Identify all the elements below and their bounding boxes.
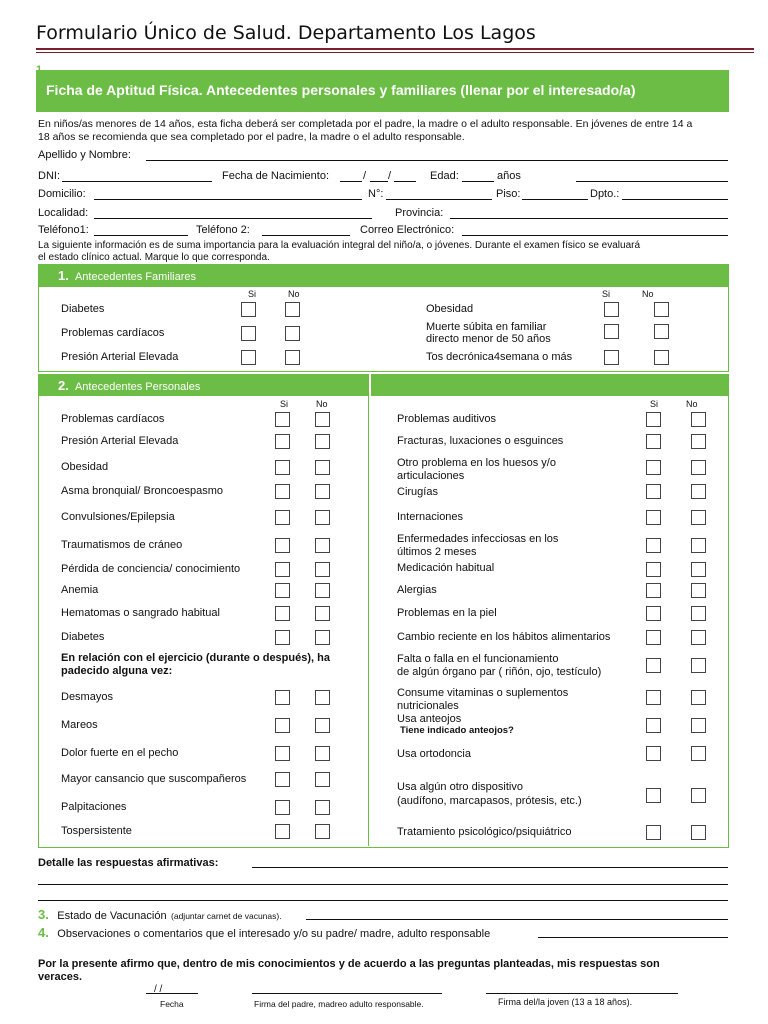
familiares-item-label: Diabetes <box>61 303 105 315</box>
numero-label: N°: <box>368 188 384 200</box>
edad-label: Edad: <box>430 170 459 182</box>
personales-item-label: Diabetes <box>61 631 105 643</box>
telefono2-field[interactable] <box>262 235 350 236</box>
domicilio-field[interactable] <box>94 199 362 200</box>
signature-joven-field[interactable] <box>486 993 678 994</box>
personales-left-si-header: Si <box>280 399 289 409</box>
personales-right-no-header: No <box>686 399 698 409</box>
familiares-right-si-header: Si <box>602 289 611 299</box>
dni-label: DNI: <box>38 170 60 182</box>
fecha-slash-2: / <box>388 170 392 182</box>
personales-item-label: Falta o falla en el funcionamiento <box>397 653 559 665</box>
signature-padre-field[interactable] <box>252 993 442 994</box>
familiares-item-label: Obesidad <box>426 303 474 315</box>
signature-fecha-field[interactable] <box>146 993 198 994</box>
personales-item-label: Asma bronquial/ Broncoespasmo <box>61 485 224 497</box>
title-rule <box>36 48 754 50</box>
personales-item-label: Problemas auditivos <box>397 413 497 425</box>
exercise-item-label: Tospersistente <box>61 825 132 837</box>
vacunacion-label: Estado de Vacunación <box>57 910 167 922</box>
personales-right-si-header: Si <box>650 399 659 409</box>
familiares-item-label: Muerte súbita en familiar <box>426 321 547 333</box>
anos-label: años <box>497 170 521 182</box>
personales-item-label: articulaciones <box>397 470 465 482</box>
provincia-field[interactable] <box>450 218 728 219</box>
personales-item-label: Tratamiento psicológico/psiquiátrico <box>397 826 572 838</box>
exercise-item-label: Desmayos <box>61 691 113 703</box>
personales-item-label: Problemas en la piel <box>397 607 497 619</box>
detalle-line-1[interactable] <box>252 867 728 868</box>
personales-item-label: Internaciones <box>397 511 464 523</box>
personales-item-label: Convulsiones/Epilepsia <box>61 511 175 523</box>
familiares-no-checkbox[interactable] <box>654 350 669 365</box>
familiares-item-label: Presión Arterial Elevada <box>61 351 179 363</box>
personales-divider <box>368 374 369 846</box>
familiares-left-si-header: Si <box>248 289 257 299</box>
telefono1-field[interactable] <box>94 235 188 236</box>
personales-item-label: Usa ortodoncia <box>397 748 471 760</box>
detalle-label: Detalle las respuestas afirmativas: <box>38 857 219 869</box>
important-line-2: el estado clínico actual. Marque lo que corresponda. <box>38 252 270 263</box>
exercise-item-label: Mareos <box>61 719 98 731</box>
vacunacion-row <box>38 906 282 924</box>
exercise-item-label: Palpitaciones <box>61 801 127 813</box>
familiares-right-no-header: No <box>642 289 654 299</box>
personales-item-label: Fracturas, luxaciones o esguinces <box>397 435 564 447</box>
exercise-heading-2: padecido alguna vez: <box>61 665 173 677</box>
familiares-item-label: Problemas cardíacos <box>61 327 165 339</box>
fecha-nac-label: Fecha de Nacimiento: <box>222 170 329 182</box>
personales-bar-gap <box>369 374 371 396</box>
personales-item-label: Usa anteojos <box>397 713 462 725</box>
exercise-item-label: Dolor fuerte en el pecho <box>61 747 179 759</box>
familiares-left-no-header: No <box>288 289 300 299</box>
familiares-title: Antecedentes Familiares <box>74 271 197 283</box>
familiares-si-checkbox[interactable] <box>604 350 619 365</box>
familiares-si-checkbox[interactable] <box>604 324 619 339</box>
observaciones-number: 4. <box>38 925 49 940</box>
edad-field[interactable] <box>462 181 494 182</box>
personales-title: Antecedentes Personales <box>74 381 201 393</box>
observaciones-field[interactable] <box>538 937 728 938</box>
personales-frame <box>38 374 729 848</box>
familiares-no-checkbox[interactable] <box>285 350 300 365</box>
familiares-si-checkbox[interactable] <box>241 326 256 341</box>
personales-item-label: Alergias <box>397 584 437 596</box>
important-line-1: La siguiente información es de suma importancia para la evaluación integral del niño/a, o jóvenes. Durante el examen físico se evaluará <box>38 240 641 251</box>
personales-item-label: de algún órgano par ( riñón, ojo, testículo) <box>397 666 602 678</box>
familiares-number: 1. <box>58 268 69 283</box>
familiares-no-checkbox[interactable] <box>285 302 300 317</box>
numero-field[interactable] <box>386 199 492 200</box>
correo-field[interactable] <box>462 235 728 236</box>
fecha-nac-year-field[interactable] <box>394 181 416 182</box>
familiares-bar <box>38 264 729 286</box>
vacunacion-number: 3. <box>38 907 49 922</box>
personales-item-label: (audífono, marcapasos, prótesis, etc.) <box>397 795 582 807</box>
declaration-line-1: Por la presente afirmo que, dentro de mis conocimientos y de acuerdo a las preguntas planteadas, mis respuestas son <box>38 958 660 970</box>
intro-line-2: 18 años se recomienda que sea completado por el padre, la madre o el adulto responsable. <box>38 131 465 143</box>
personales-item-label: Usa algún otro dispositivo <box>397 781 523 793</box>
extra-field[interactable] <box>576 181 728 182</box>
personales-item-label: Enfermedades infecciosas en los <box>397 533 559 545</box>
personales-left-no-header: No <box>316 399 328 409</box>
fecha-nac-day-field[interactable] <box>340 181 362 182</box>
familiares-si-checkbox[interactable] <box>241 302 256 317</box>
personales-item-label: Presión Arterial Elevada <box>61 435 179 447</box>
localidad-label: Localidad: <box>38 207 89 219</box>
fecha-nac-month-field[interactable] <box>370 181 388 182</box>
personales-item-label: Cirugías <box>397 486 438 498</box>
familiares-si-checkbox[interactable] <box>604 302 619 317</box>
personales-item-label: Tiene indicado anteojos? <box>400 725 514 736</box>
personales-item-label: Traumatismos de cráneo <box>61 539 183 551</box>
familiares-item-label: directo menor de 50 años <box>426 333 551 345</box>
correo-label: Correo Electrónico: <box>360 224 455 236</box>
fecha-slash-1: / <box>363 170 367 182</box>
personales-item-label: nutricionales <box>397 700 459 712</box>
signature-padre-label: Firma del padre, madreo adulto responsable. <box>254 999 424 1009</box>
personales-item-label: Medicación habitual <box>397 562 495 574</box>
provincia-label: Provincia: <box>395 207 444 219</box>
familiares-si-checkbox[interactable] <box>241 350 256 365</box>
personales-item-label: Obesidad <box>61 461 109 473</box>
dpto-field[interactable] <box>622 199 728 200</box>
dni-field[interactable] <box>62 181 212 182</box>
vacunacion-note: (adjuntar carnet de vacunas). <box>171 911 282 921</box>
personales-item-label: Cambio reciente en los hábitos alimentarios <box>397 631 611 643</box>
observaciones-label: Observaciones o comentarios que el interesado y/o su padre/ madre, adulto responsable <box>57 928 491 940</box>
document-title: Formulario Único de Salud. Departamento Los Lagos <box>36 22 536 44</box>
vacunacion-field[interactable] <box>306 919 728 920</box>
nombre-field[interactable] <box>146 160 728 161</box>
observaciones-row <box>38 924 490 942</box>
personales-item-label: Hematomas o sangrado habitual <box>61 607 220 619</box>
familiares-item-label: Tos decrónica4semana o más <box>426 351 573 363</box>
form-header-bar <box>36 70 729 112</box>
personales-item-label: Anemia <box>61 584 99 596</box>
signature-fecha-label: Fecha <box>160 999 184 1009</box>
dpto-label: Dpto.: <box>590 188 620 200</box>
piso-label: Piso: <box>496 188 521 200</box>
familiares-no-checkbox[interactable] <box>285 326 300 341</box>
detalle-line-3[interactable] <box>38 900 728 901</box>
familiares-no-checkbox[interactable] <box>654 324 669 339</box>
signature-fecha-slashes: / / <box>154 984 163 995</box>
form-header-title: Ficha de Aptitud Física. Antecedentes personales y familiares (llenar por el interesado/a) <box>46 82 636 98</box>
exercise-heading-1: En relación con el ejercicio (durante o después), ha <box>61 652 330 664</box>
exercise-item-label: Mayor cansancio que suscompañeros <box>61 773 247 785</box>
title-rule-thin <box>36 52 754 53</box>
personales-number: 2. <box>58 378 69 393</box>
personales-item-label: últimos 2 meses <box>397 546 477 558</box>
familiares-no-checkbox[interactable] <box>654 302 669 317</box>
telefono1-label: Teléfono1: <box>38 224 89 236</box>
telefono2-label: Teléfono 2: <box>196 224 250 236</box>
piso-field[interactable] <box>522 199 588 200</box>
domicilio-label: Domicilio: <box>38 188 86 200</box>
declaration-line-2: veraces. <box>38 971 83 983</box>
nombre-label: Apellido y Nombre: <box>38 149 131 161</box>
personales-item-label: Problemas cardíacos <box>61 413 165 425</box>
localidad-field[interactable] <box>94 218 372 219</box>
signature-joven-label: Firma del/la joven (13 a 18 años). <box>498 997 633 1007</box>
intro-line-1: En niños/as menores de 14 años, esta ficha deberá ser completada por el padre, la madre o el adulto responsable. En jóvenes de entre 14 a <box>38 118 693 130</box>
detalle-line-2[interactable] <box>38 884 728 885</box>
personales-item-label: Pérdida de conciencia/ conocimiento <box>61 563 241 575</box>
personales-item-label: Consume vitaminas o suplementos <box>397 687 569 699</box>
personales-item-label: Otro problema en los huesos y/o <box>397 457 556 469</box>
